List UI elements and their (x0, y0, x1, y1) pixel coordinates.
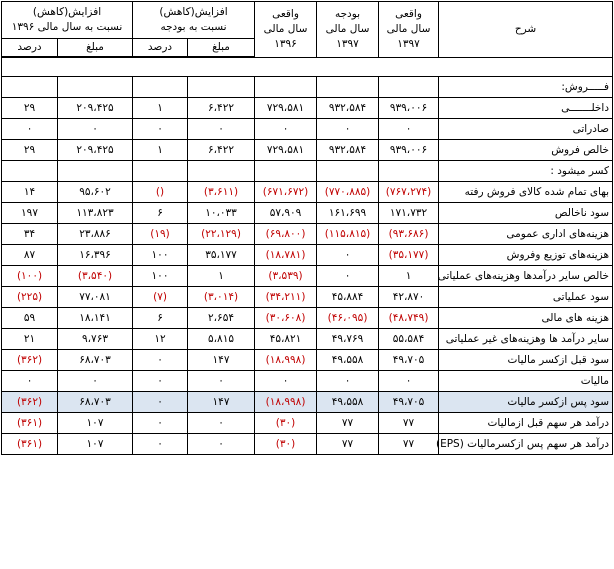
value-cell: ۱۰۷ (58, 413, 133, 434)
value-cell: ۱ (379, 266, 439, 287)
table-row (2, 119, 613, 140)
empty-cell (255, 161, 317, 182)
table-row (2, 182, 613, 203)
value-cell: ۹۳۹،۰۰۶ (379, 98, 439, 119)
value-cell: (۳،۰۱۴) (188, 287, 255, 308)
value-cell: (۳۶۲) (2, 392, 58, 413)
value-cell: (۱۹) (133, 224, 188, 245)
value-cell: ۱ (133, 140, 188, 161)
row-label: سود پس ازکسر مالیات (439, 392, 613, 413)
value-cell: ۱۶۱،۶۹۹ (317, 203, 379, 224)
row-label: سود عملیاتی (439, 287, 613, 308)
value-cell: (۳۰) (255, 434, 317, 455)
header-amount: مبلغ (58, 39, 133, 57)
value-cell: ۰ (317, 245, 379, 266)
value-cell: ۵،۸۱۵ (188, 329, 255, 350)
value-cell: ۰ (188, 119, 255, 140)
value-cell: (۳۴،۲۱۱) (255, 287, 317, 308)
value-cell: ۱۶،۳۹۶ (58, 245, 133, 266)
value-cell: ۹۵،۶۰۲ (58, 182, 133, 203)
row-label: سایر درآمد ها وهزینه‌های غیر عملیاتی (439, 329, 613, 350)
value-cell: ۱۲ (133, 329, 188, 350)
value-cell: (۷) (133, 287, 188, 308)
header-budget-1397: بودجه سال مالی ۱۳۹۷ (317, 2, 379, 58)
value-cell: ۱ (188, 266, 255, 287)
value-cell: ۶۸،۷۰۳ (58, 350, 133, 371)
table-row (2, 434, 613, 455)
value-cell: ۲۰۹،۴۲۵ (58, 98, 133, 119)
empty-cell (379, 77, 439, 98)
value-cell: (۹۳،۶۸۶) (379, 224, 439, 245)
value-cell: (۷۶۷،۲۷۴) (379, 182, 439, 203)
value-cell: ۰ (58, 371, 133, 392)
row-label: هزینه های مالی (439, 308, 613, 329)
row-label: مالیات (439, 371, 613, 392)
value-cell: ۰ (58, 119, 133, 140)
value-cell: ۶ (133, 203, 188, 224)
empty-cell (2, 77, 58, 98)
table-row (2, 140, 613, 161)
value-cell: ۶،۴۲۲ (188, 140, 255, 161)
value-cell: ۰ (255, 371, 317, 392)
value-cell: ۷۷ (379, 434, 439, 455)
value-cell: ۹۳۹،۰۰۶ (379, 140, 439, 161)
value-cell: (۴۶،۰۹۵) (317, 308, 379, 329)
value-cell: ۰ (379, 371, 439, 392)
value-cell: ۳۵،۱۷۷ (188, 245, 255, 266)
value-cell: (۳،۶۱۱) (188, 182, 255, 203)
value-cell: (۶۷۱،۶۷۲) (255, 182, 317, 203)
value-cell: ۴۹،۵۵۸ (317, 350, 379, 371)
header-percent: درصد (133, 39, 188, 57)
value-cell: ۳۴ (2, 224, 58, 245)
value-cell: ۲۱ (2, 329, 58, 350)
table-row (2, 308, 613, 329)
value-cell: (۲۲۵) (2, 287, 58, 308)
value-cell: (۷۷۰،۸۸۵) (317, 182, 379, 203)
value-cell: ۵۷،۹۰۹ (255, 203, 317, 224)
value-cell: (۱۸،۷۸۱) (255, 245, 317, 266)
value-cell: (۳۰) (255, 413, 317, 434)
value-cell: ۴۲،۸۷۰ (379, 287, 439, 308)
value-cell: ۷۲۹،۵۸۱ (255, 98, 317, 119)
value-cell: ۱۰۰ (133, 245, 188, 266)
row-label: خالص سایر درآمدها وهزینه‌های عملیاتی (439, 266, 613, 287)
row-label: بهای تمام شده کالای فروش رفته (439, 182, 613, 203)
value-cell: ۱۹۷ (2, 203, 58, 224)
value-cell: ۲،۶۵۴ (188, 308, 255, 329)
value-cell: ۰ (317, 266, 379, 287)
header-actual-1397: واقعی سال مالی ۱۳۹۷ (379, 2, 439, 58)
empty-cell (58, 161, 133, 182)
value-cell: ۰ (133, 350, 188, 371)
value-cell: ۷۲۹،۵۸۱ (255, 140, 317, 161)
row-label: کسر میشود : (439, 161, 613, 182)
table-row (2, 203, 613, 224)
header-amount: مبلغ (188, 39, 255, 57)
value-cell: ۱۷۱،۷۳۲ (379, 203, 439, 224)
value-cell: ۴۹،۵۵۸ (317, 392, 379, 413)
table-row (2, 371, 613, 392)
value-cell: ۲۹ (2, 98, 58, 119)
empty-cell (317, 77, 379, 98)
value-cell: ۶ (133, 308, 188, 329)
row-label: خالص فروش (439, 140, 613, 161)
value-cell: ۰ (188, 371, 255, 392)
value-cell: ۰ (2, 119, 58, 140)
empty-cell (133, 77, 188, 98)
value-cell: ۷۷ (317, 413, 379, 434)
table-row (2, 413, 613, 434)
value-cell: ۰ (188, 413, 255, 434)
value-cell: ۱ (133, 98, 188, 119)
value-cell: ۰ (379, 119, 439, 140)
value-cell: (۲۲،۱۲۹) (188, 224, 255, 245)
value-cell: ۸۷ (2, 245, 58, 266)
empty-cell (188, 77, 255, 98)
value-cell: ۶۸،۷۰۳ (58, 392, 133, 413)
value-cell: ۱۰،۰۳۳ (188, 203, 255, 224)
value-cell: (۳،۵۴۰) (58, 266, 133, 287)
table-row (2, 58, 613, 77)
value-cell: (۶۹،۸۰۰) (255, 224, 317, 245)
value-cell: (۱۸،۹۹۸) (255, 350, 317, 371)
value-cell: ۰ (133, 413, 188, 434)
value-cell: ۲۰۹،۴۲۵ (58, 140, 133, 161)
empty-cell (133, 161, 188, 182)
value-cell: ۲۳،۸۸۶ (58, 224, 133, 245)
value-cell: ۱۰۷ (58, 434, 133, 455)
value-cell: ۰ (2, 371, 58, 392)
value-cell: ۵۹ (2, 308, 58, 329)
row-label: هزینه‌های اداری عمومی (439, 224, 613, 245)
value-cell: ۷۷ (317, 434, 379, 455)
value-cell: ۰ (188, 434, 255, 455)
value-cell: (۳۶۱) (2, 434, 58, 455)
value-cell: (۳۶۱) (2, 413, 58, 434)
empty-cell (317, 161, 379, 182)
header-change-vs-1396: افزایش(کاهش) نسبت به سال مالی ۱۳۹۶ (2, 2, 133, 39)
table-row (2, 287, 613, 308)
value-cell: ۷۷،۰۸۱ (58, 287, 133, 308)
value-cell: ۱۸،۱۴۱ (58, 308, 133, 329)
value-cell: ۴۵،۸۲۱ (255, 329, 317, 350)
value-cell: ۹۳۲،۵۸۴ (317, 140, 379, 161)
empty-cell (255, 77, 317, 98)
value-cell: ۵۵،۵۸۴ (379, 329, 439, 350)
value-cell: () (133, 182, 188, 203)
value-cell: ۴۵،۸۸۴ (317, 287, 379, 308)
row-label: درآمد هر سهم قبل ازمالیات (439, 413, 613, 434)
value-cell: (۱۰۰) (2, 266, 58, 287)
table-row (2, 329, 613, 350)
table-row (2, 224, 613, 245)
income-statement-table (1, 1, 613, 455)
value-cell: ۴۹،۷۰۵ (379, 392, 439, 413)
value-cell: (۳،۵۳۹) (255, 266, 317, 287)
value-cell: ۹،۷۶۳ (58, 329, 133, 350)
value-cell: ۰ (317, 119, 379, 140)
value-cell: ۴۹،۷۶۹ (317, 329, 379, 350)
value-cell: ۹۳۲،۵۸۴ (317, 98, 379, 119)
value-cell: ۴۹،۷۰۵ (379, 350, 439, 371)
section-row (2, 161, 613, 182)
row-label: فـــــروش: (439, 77, 613, 98)
value-cell: ۱۴۷ (188, 392, 255, 413)
section-row (2, 77, 613, 98)
header-description: شرح (439, 2, 613, 58)
table-row (2, 392, 613, 413)
value-cell: (۳۶۲) (2, 350, 58, 371)
value-cell: ۱۴ (2, 182, 58, 203)
row-label: هزینه‌های توزیع وفروش (439, 245, 613, 266)
blank-row (2, 58, 613, 77)
table-row (2, 245, 613, 266)
table-row (2, 98, 613, 119)
row-label: درآمد هر سهم پس ازکسرمالیات (EPS) (439, 434, 613, 455)
table-row (2, 266, 613, 287)
value-cell: ۰ (317, 371, 379, 392)
value-cell: ۰ (133, 392, 188, 413)
value-cell: ۱۱۳،۸۲۳ (58, 203, 133, 224)
value-cell: ۲۹ (2, 140, 58, 161)
row-label: داخلـــــــی (439, 98, 613, 119)
row-label: صادراتی (439, 119, 613, 140)
value-cell: ۶،۴۲۲ (188, 98, 255, 119)
value-cell: (۱۱۵،۸۱۵) (317, 224, 379, 245)
value-cell: (۳۰،۶۰۸) (255, 308, 317, 329)
value-cell: ۰ (133, 434, 188, 455)
header-change-vs-budget: افزایش(کاهش) نسبت به بودجه (133, 2, 255, 39)
value-cell: ۰ (133, 119, 188, 140)
value-cell: ۱۰۰ (133, 266, 188, 287)
header-actual-1396: واقعی سال مالی ۱۳۹۶ (255, 2, 317, 58)
empty-cell (188, 161, 255, 182)
row-label: سود قبل ازکسر مالیات (439, 350, 613, 371)
value-cell: ۰ (133, 371, 188, 392)
value-cell: ۰ (255, 119, 317, 140)
value-cell: ۱۴۷ (188, 350, 255, 371)
table-row (2, 350, 613, 371)
value-cell: ۷۷ (379, 413, 439, 434)
empty-cell (58, 77, 133, 98)
value-cell: (۳۵،۱۷۷) (379, 245, 439, 266)
empty-cell (2, 161, 58, 182)
header-percent: درصد (2, 39, 58, 57)
value-cell: (۴۸،۷۴۹) (379, 308, 439, 329)
row-label: سود ناخالص (439, 203, 613, 224)
value-cell: (۱۸،۹۹۸) (255, 392, 317, 413)
empty-cell (379, 161, 439, 182)
